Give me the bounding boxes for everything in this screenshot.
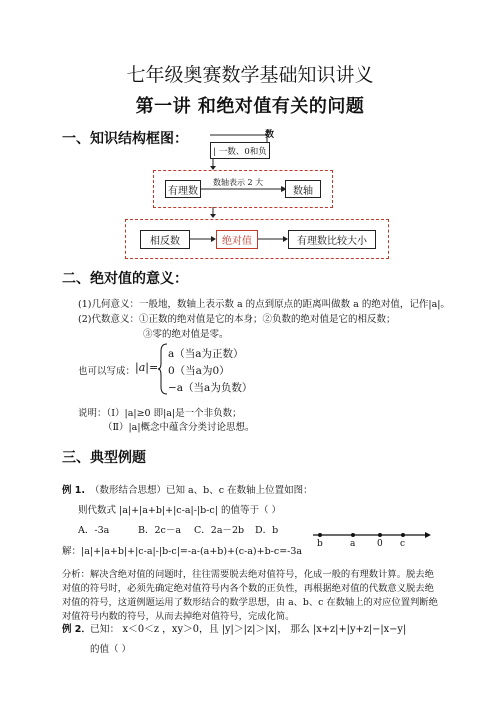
section3-heading: 三、典型例题 <box>62 450 146 466</box>
example1-analysis: 分析：解决含绝对值的问题时，往往需要脱去绝对值符号，化成一般的有理数计算。脱去绝对值的符号时，必须先确定绝对值符号内各个数的正负性，再根据绝对值的代数意义脱去绝对值的符号，这道例题运用了数形结合的数学思想，由 a、b、c 在数轴上的对应位置判断绝对值符号内数的符号，从而去掉绝对值符号，完成化简。 <box>62 569 438 622</box>
algebraic-meaning-zero: ③零的绝对值是零。 <box>143 329 229 340</box>
number-line-figure <box>305 525 435 553</box>
axis-label-0: 0 <box>377 539 383 549</box>
diagram-box-absolute-value: 绝对值 <box>216 230 258 249</box>
example2-label: 例 2． <box>62 624 91 635</box>
arrow-label: 数轴表示 2 大 <box>213 178 264 187</box>
example1-question: 则代数式 |a|+|a+b|+|c-a|-|b-c| 的值等于（ ） <box>78 505 281 516</box>
case-negative: −a（当a为负数） <box>168 382 253 394</box>
diagram-box-compare: 有理数比较大小 <box>288 230 376 249</box>
example1-label: 例 1. <box>62 485 86 496</box>
option-b: B．2c－a <box>138 525 182 536</box>
example2-tail: 的值（ ） <box>90 644 132 655</box>
knowledge-diagram <box>95 130 395 260</box>
option-c: C．2a－2b <box>194 525 245 536</box>
option-a: A．-3a <box>78 525 110 536</box>
also-write-label: 也可以写成： <box>78 366 136 377</box>
diagram-box-opposite: 相反数 <box>140 230 190 249</box>
piecewise-brace <box>158 343 168 395</box>
document-title: 七年级奥赛数学基础知识讲义 <box>126 64 374 86</box>
axis-label-b: b <box>317 539 323 549</box>
axis-label-a: a <box>350 539 356 549</box>
abs-a-expression: |a|= <box>135 361 159 374</box>
diagram-box-classification: | 一数、0和负 <box>210 142 270 159</box>
option-d: D．b <box>255 525 279 536</box>
algebraic-meaning: (2)代数意义：①正数的绝对值是它的本身；②负数的绝对值是它的相反数； <box>78 314 396 325</box>
lecture-subtitle: 第一讲 和绝对值有关的问题 <box>135 96 365 117</box>
example2-text: 已知： x＜0＜z ，xy＞0，且 |y|＞|z|＞|x|， 那么 |x+z|+|y+z|−|x−y| <box>90 624 407 635</box>
number-label: 数 <box>265 130 275 140</box>
section1-heading: 一、知识结构框图： <box>62 131 188 147</box>
note-classification: （Ⅱ）|a|概念中蕴含分类讨论思想。 <box>103 422 255 433</box>
case-zero: 0（当a为0） <box>168 365 230 377</box>
section2-heading: 二、绝对值的意义： <box>62 271 188 287</box>
example1-solution: 解：|a|+|a+b|+|c-a|-|b-c|=-a-(a+b)+(c-a)+b-c=-3a <box>62 546 303 557</box>
example1-text: （数形结合思想）已知 a、b、c 在数轴上位置如图： <box>90 485 313 496</box>
diagram-box-number-line: 数轴 <box>285 180 321 198</box>
case-positive: a（当a为正数） <box>168 348 244 360</box>
axis-label-c: c <box>400 539 406 549</box>
diagram-box-rational: 有理数 <box>165 180 201 198</box>
note-nonnegative: 说明：（Ⅰ）|a|≥0 即|a|是一个非负数； <box>78 408 242 419</box>
geometric-meaning: (1)几何意义：一般地，数轴上表示数 a 的点到原点的距离叫做数 a 的绝对值，记作|a|。 <box>78 299 450 310</box>
